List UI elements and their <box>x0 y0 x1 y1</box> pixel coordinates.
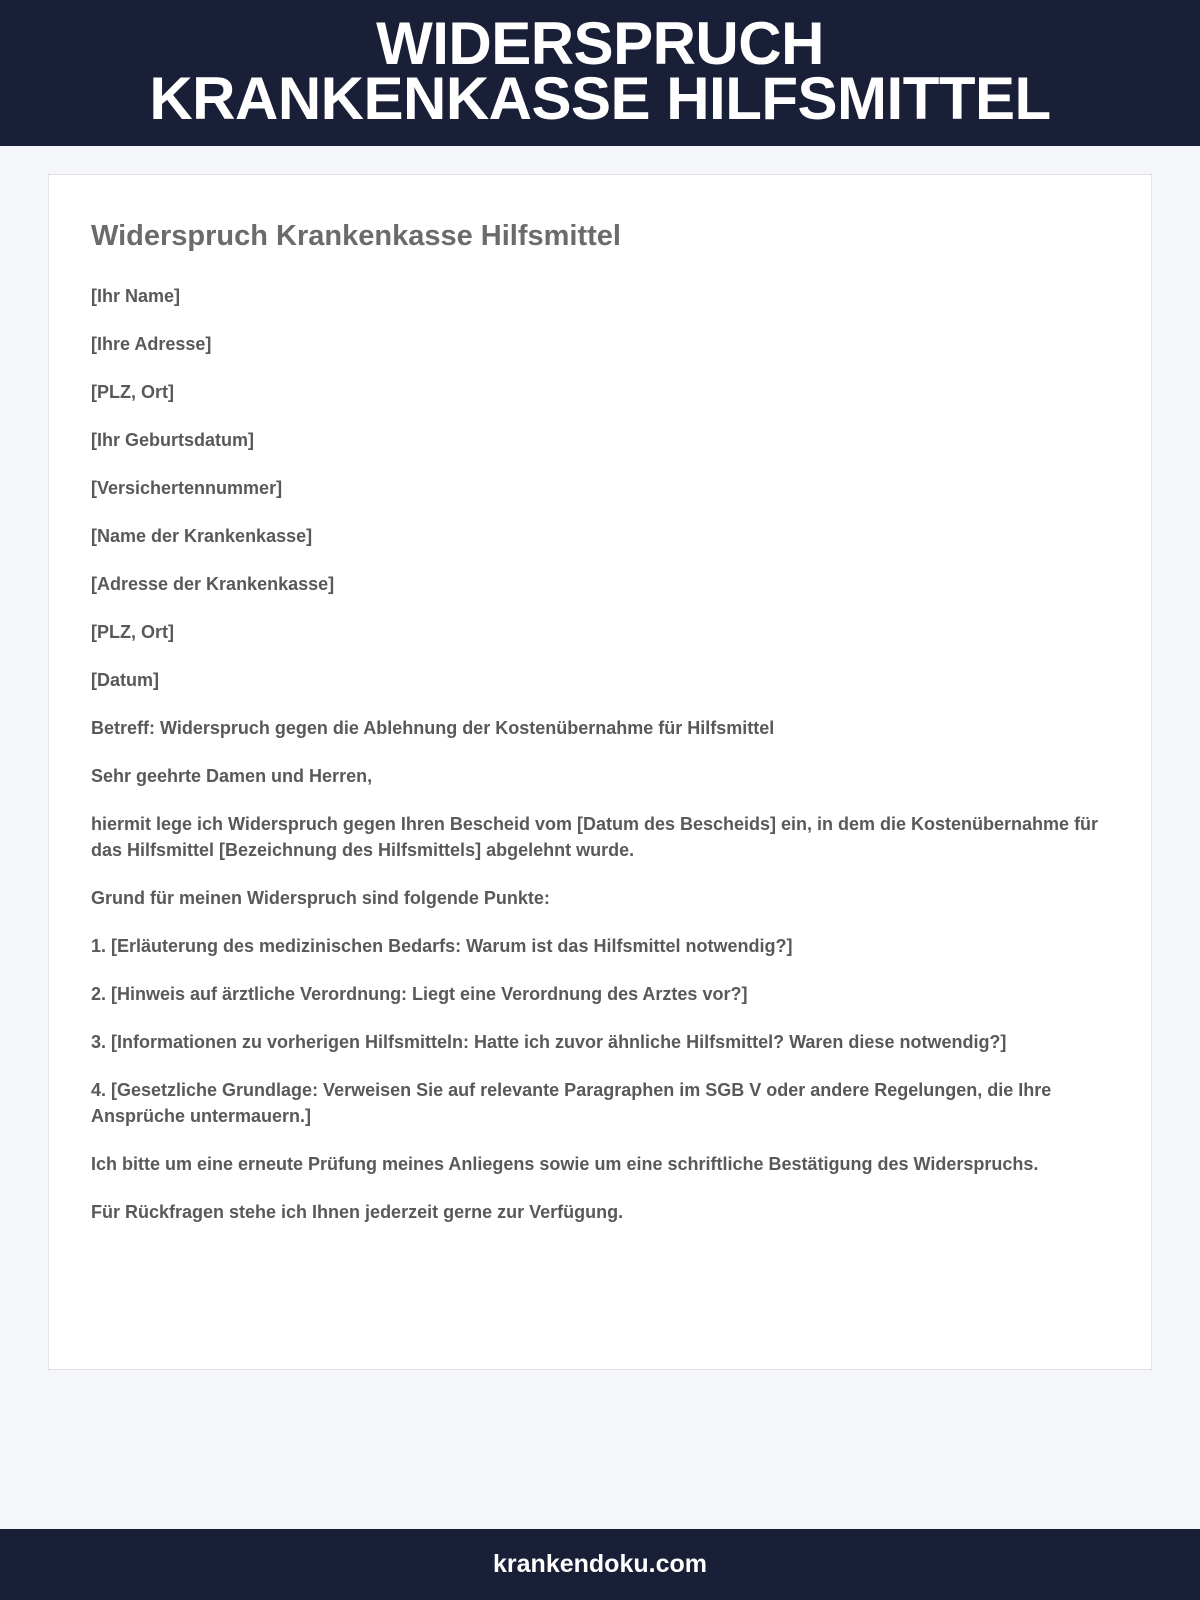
salutation-line: Sehr geehrte Damen und Herren, <box>91 766 373 786</box>
document-heading: Widerspruch Krankenkasse Hilfsmittel <box>91 220 621 252</box>
closing-line: Für Rückfragen stehe ich Ihnen jederzeit gerne zur Verfügung. <box>91 1202 624 1222</box>
sender-name-line: [Ihr Name] <box>91 286 181 306</box>
site-title-line-1: WIDERSPRUCH <box>376 10 824 77</box>
intro-paragraph: hiermit lege ich Widerspruch gegen Ihren Bescheid vom [Datum des Bescheids] ein, in dem die Kostenübernahme für das Hilfsmittel [Bezeichnung des Hilfsmittels] abgelehnt wurde. <box>91 814 1099 860</box>
reason-item-2: 2. [Hinweis auf ärztliche Verordnung: Liegt eine Verordnung des Arztes vor?] <box>91 984 748 1004</box>
review-request-paragraph: Ich bitte um eine erneute Prüfung meines Anliegens sowie um eine schriftliche Bestätigung des Widerspruchs. <box>91 1154 1039 1174</box>
reason-item-4: 4. [Gesetzliche Grundlage: Verweisen Sie auf relevante Paragraphen im SGB V oder andere Regelungen, die Ihre Ansprüche untermauern.] <box>91 1080 1052 1126</box>
reason-item-3: 3. [Informationen zu vorherigen Hilfsmitteln: Hatte ich zuvor ähnliche Hilfsmittel? Waren diese notwendig?] <box>91 1032 1007 1052</box>
site-title-line-2: KRANKENKASSE HILFSMITTEL <box>149 65 1051 132</box>
sender-insurance-number-line: [Versichertennummer] <box>91 478 283 498</box>
sender-city-line: [PLZ, Ort] <box>91 382 174 402</box>
reason-item-1: 1. [Erläuterung des medizinischen Bedarfs: Warum ist das Hilfsmittel notwendig?] <box>91 936 793 956</box>
subject-line: Betreff: Widerspruch gegen die Ablehnung der Kostenübernahme für Hilfsmittel <box>91 718 775 738</box>
sender-address-line: [Ihre Adresse] <box>91 334 212 354</box>
recipient-address-line: [Adresse der Krankenkasse] <box>91 574 335 594</box>
site-footer <box>0 1529 1200 1600</box>
date-line: [Datum] <box>91 670 159 690</box>
site-title <box>20 10 1180 132</box>
reasons-intro-line: Grund für meinen Widerspruch sind folgende Punkte: <box>91 888 550 908</box>
recipient-name-line: [Name der Krankenkasse] <box>91 526 313 546</box>
recipient-city-line: [PLZ, Ort] <box>91 622 174 642</box>
document-card <box>48 174 1152 1370</box>
site-header-banner <box>0 0 1200 146</box>
footer-site-name: krankendoku.com <box>493 1550 707 1578</box>
sender-birthdate-line: [Ihr Geburtsdatum] <box>91 430 255 450</box>
